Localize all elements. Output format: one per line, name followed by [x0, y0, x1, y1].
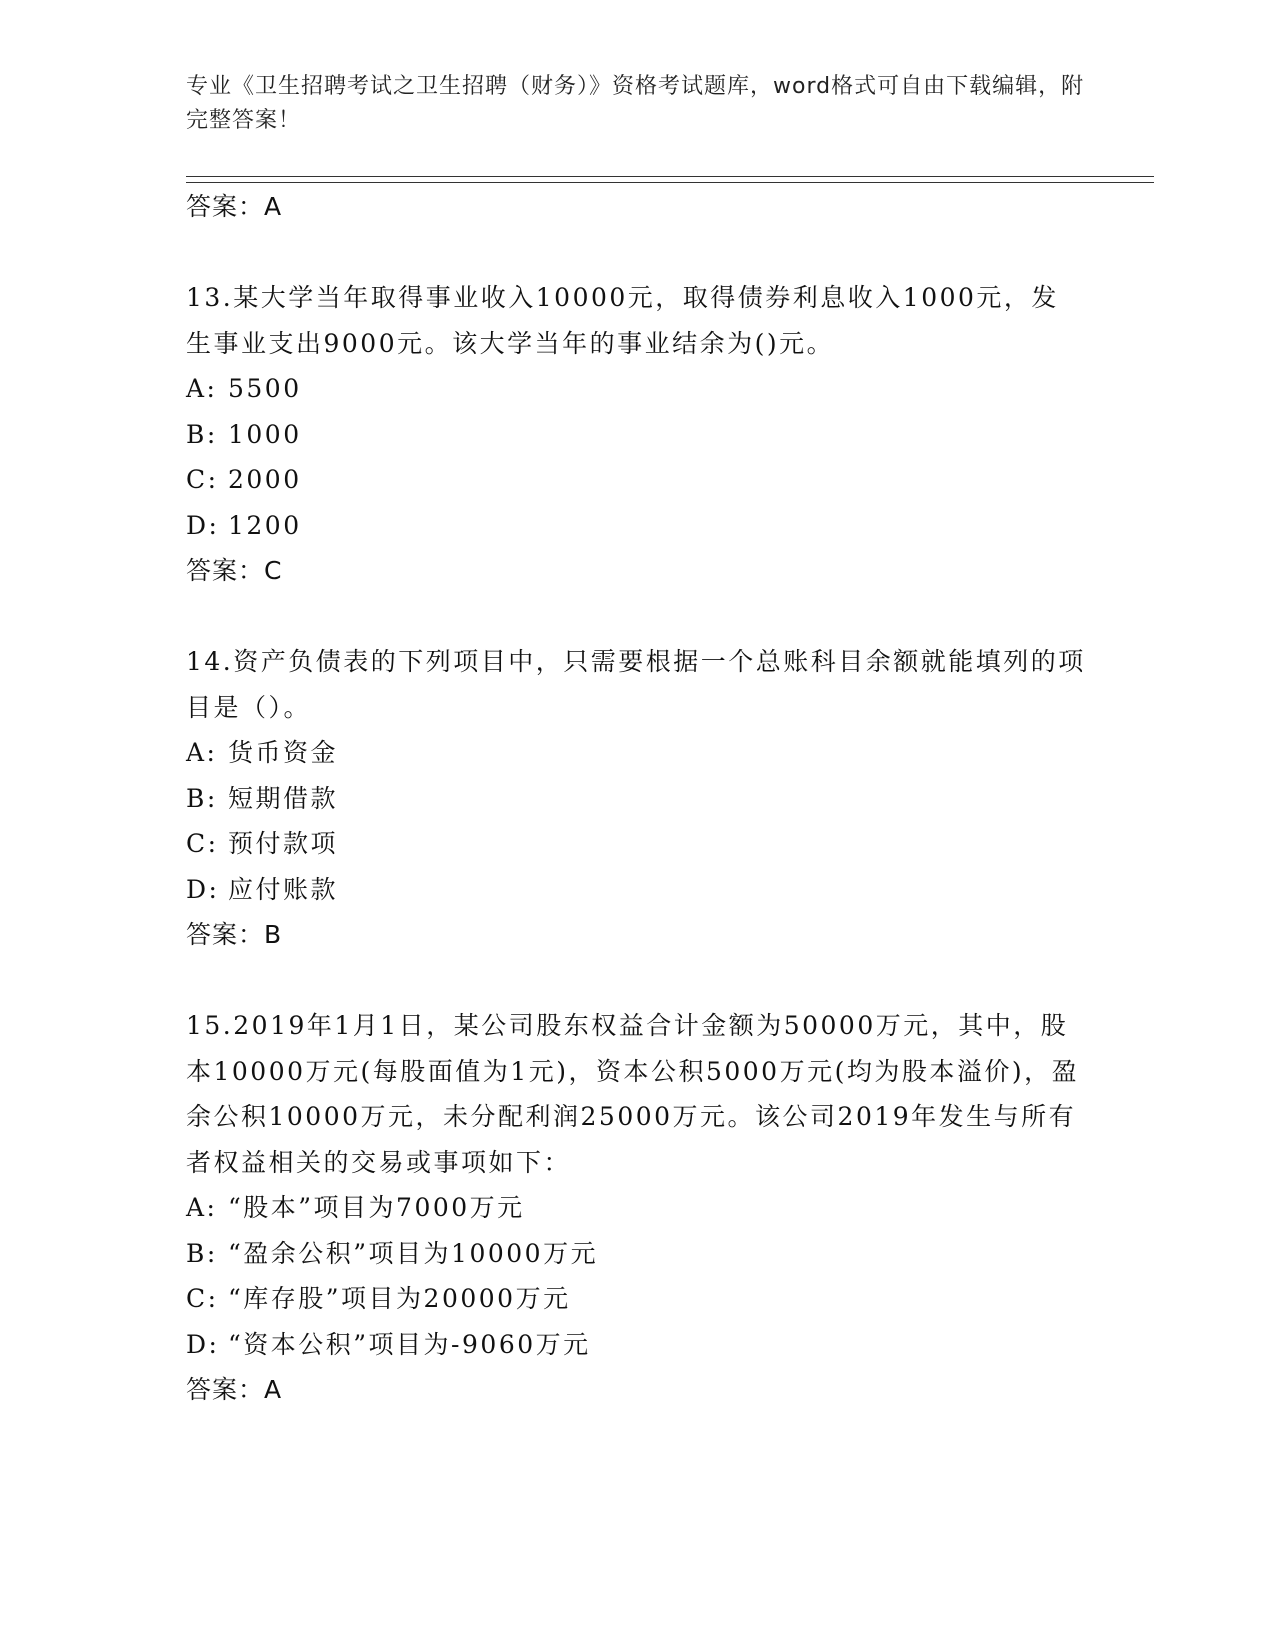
question-text: 14.资产负债表的下列项目中，只需要根据一个总账科目余额就能填列的项目是（）。 [186, 647, 1086, 722]
option-text: 1000 [228, 419, 302, 449]
question-13 [186, 275, 1086, 593]
option-letter: D: [186, 510, 220, 540]
header-divider [186, 176, 1154, 183]
option-letter: B: [186, 419, 218, 449]
spacer [186, 229, 1086, 275]
answer-line: 答案：C [186, 556, 283, 585]
option-text: “股本”项目为7000万元 [228, 1193, 525, 1222]
option-d [186, 503, 1086, 549]
option-b [186, 1231, 1086, 1277]
option-letter: C: [186, 465, 219, 494]
option-text: “资本公积”项目为-9060万元 [228, 1329, 591, 1359]
option-letter: A: [186, 738, 218, 767]
option-text: 1200 [228, 510, 302, 540]
option-d [186, 1322, 1086, 1368]
option-letter: A: [186, 1193, 218, 1222]
page-header: 专业《卫生招聘考试之卫生招聘（财务）》资格考试题库，word格式可自由下载编辑，附完整答案！ [186, 74, 1085, 133]
option-text: 2000 [228, 465, 302, 494]
question-text: 13.某大学当年取得事业收入10000元，取得债券利息收入1000元，发生事业支出9000元。该大学当年的事业结余为()元。 [186, 283, 1059, 358]
option-text: 货币资金 [228, 738, 339, 767]
option-letter: D: [186, 874, 220, 904]
option-c [186, 457, 1086, 503]
question-14 [186, 639, 1086, 957]
option-letter: C: [186, 829, 219, 858]
option-b [186, 776, 1086, 822]
option-text: “库存股”项目为20000万元 [228, 1284, 571, 1313]
option-d [186, 867, 1086, 913]
spacer [186, 593, 1086, 639]
answer-line: 答案：B [186, 920, 283, 949]
option-letter: D: [186, 1329, 220, 1359]
option-text: 应付账款 [228, 874, 339, 904]
previous-answer: 答案：A [186, 192, 283, 221]
option-a [186, 366, 1086, 412]
option-c [186, 1276, 1086, 1322]
option-letter: B: [186, 1238, 218, 1268]
question-text: 15.2019年1月1日，某公司股东权益合计金额为50000万元，其中，股本10000万元(每股面值为1元)，资本公积5000万元(均为股本溢价)，盈余公积10000万元，未分配利润25000万元。该公司2019年发生与所有者权益相关的交易或事项如下： [186, 1011, 1080, 1177]
option-letter: A: [186, 374, 218, 403]
option-text: “盈余公积”项目为10000万元 [228, 1238, 599, 1268]
option-letter: C: [186, 1284, 219, 1313]
question-15 [186, 1003, 1086, 1412]
answer-line: 答案：A [186, 1375, 283, 1404]
option-text: 5500 [228, 374, 302, 403]
option-b [186, 412, 1086, 458]
option-text: 短期借款 [228, 783, 339, 813]
option-a [186, 1185, 1086, 1231]
spacer [186, 957, 1086, 1003]
option-c [186, 821, 1086, 867]
option-letter: B: [186, 783, 218, 813]
option-text: 预付款项 [228, 829, 339, 858]
option-a [186, 730, 1086, 776]
question-list [186, 184, 1086, 1412]
